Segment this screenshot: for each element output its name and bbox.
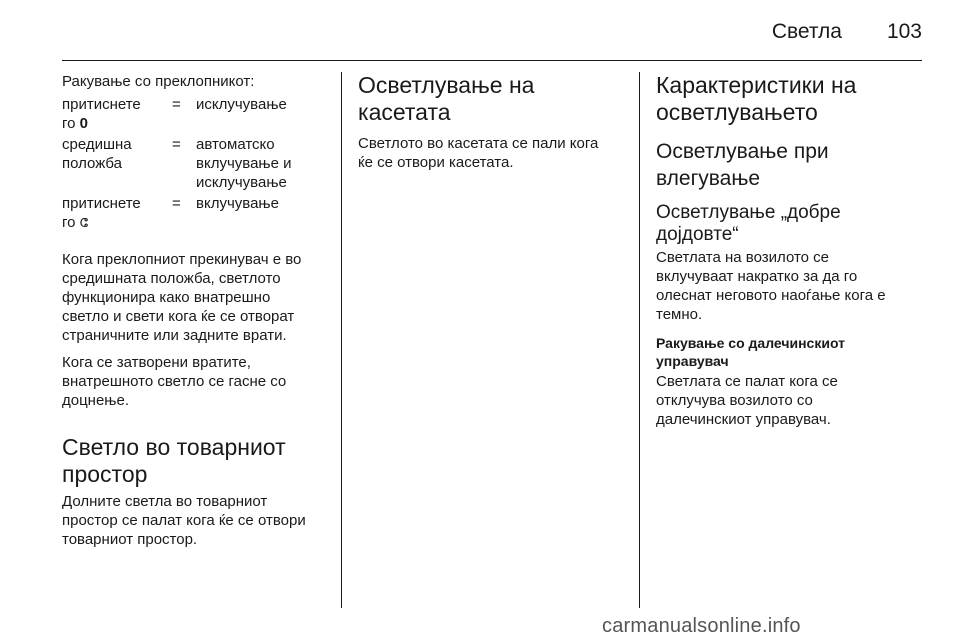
- op-equals: =: [172, 96, 181, 113]
- op-equals: =: [172, 195, 181, 212]
- table-row: [62, 135, 328, 194]
- paragraph-middle-position: Кога преклопниот прекинувач е во средишната положба, светлото функционира како внатрешно светло и свети кога ќе се отворат страничните или задните врати.: [62, 251, 302, 344]
- op-result: автоматско вклучување и исклучување: [196, 136, 292, 191]
- column-2: [358, 72, 628, 172]
- switch-intro: Ракување со преклопникот:: [62, 73, 255, 90]
- column-3: [656, 72, 922, 429]
- switch-operations-table: [62, 95, 328, 233]
- heading-lighting-features: Карактеристики на осветлувањето: [656, 72, 857, 125]
- heading-trunk-light: Светло во товарниот простор: [62, 434, 286, 487]
- heading-entry-lighting: Осветлување при влегување: [656, 140, 829, 190]
- paragraph-welcome-lighting: Светлата на возилото се вклучуваат накратко за да го олеснат неговото наоѓање кога е темно.: [656, 249, 886, 323]
- heading-welcome-lighting: Осветлување „добре дојдовте“: [656, 202, 841, 245]
- heading-remote-control: Ракување со далечинскиот управувач: [656, 335, 845, 369]
- column-divider-2: [639, 72, 640, 608]
- op-action: притиснете го ⵛ: [62, 195, 141, 231]
- off-symbol-icon: 0: [79, 115, 88, 132]
- op-action: притиснете го 0: [62, 96, 141, 132]
- paragraph-doors-closed: Кога се затворени вратите, внатрешното светло се гасне со доцнење.: [62, 354, 287, 409]
- table-row: [62, 95, 328, 135]
- paragraph-remote-control: Светлата се палат кога се отклучува возилото со далечинскиот управувач.: [656, 373, 838, 428]
- column-1: [62, 72, 328, 549]
- page-header: [0, 0, 960, 60]
- op-equals: =: [172, 136, 181, 153]
- heading-glovebox-light: Осветлување на касетата: [358, 72, 535, 125]
- paragraph-glovebox-light: Светлото во касетата се пали кога ќе се отвори касетата.: [358, 135, 599, 171]
- table-row: [62, 194, 328, 233]
- op-action: средишна положба: [62, 136, 132, 172]
- column-divider-1: [341, 72, 342, 608]
- running-title: Светла: [771, 20, 842, 43]
- watermark: carmanualsonline.info: [602, 615, 801, 637]
- op-result: исклучување: [196, 96, 287, 113]
- header-rule: [62, 60, 922, 61]
- paragraph-trunk-light: Долните светла во товарниот простор се палат кога ќе се отвори товарниот простор.: [62, 493, 306, 548]
- interior-light-icon: ⵛ: [79, 216, 89, 230]
- page-number: 103: [886, 20, 922, 43]
- op-result: вклучување: [196, 195, 279, 212]
